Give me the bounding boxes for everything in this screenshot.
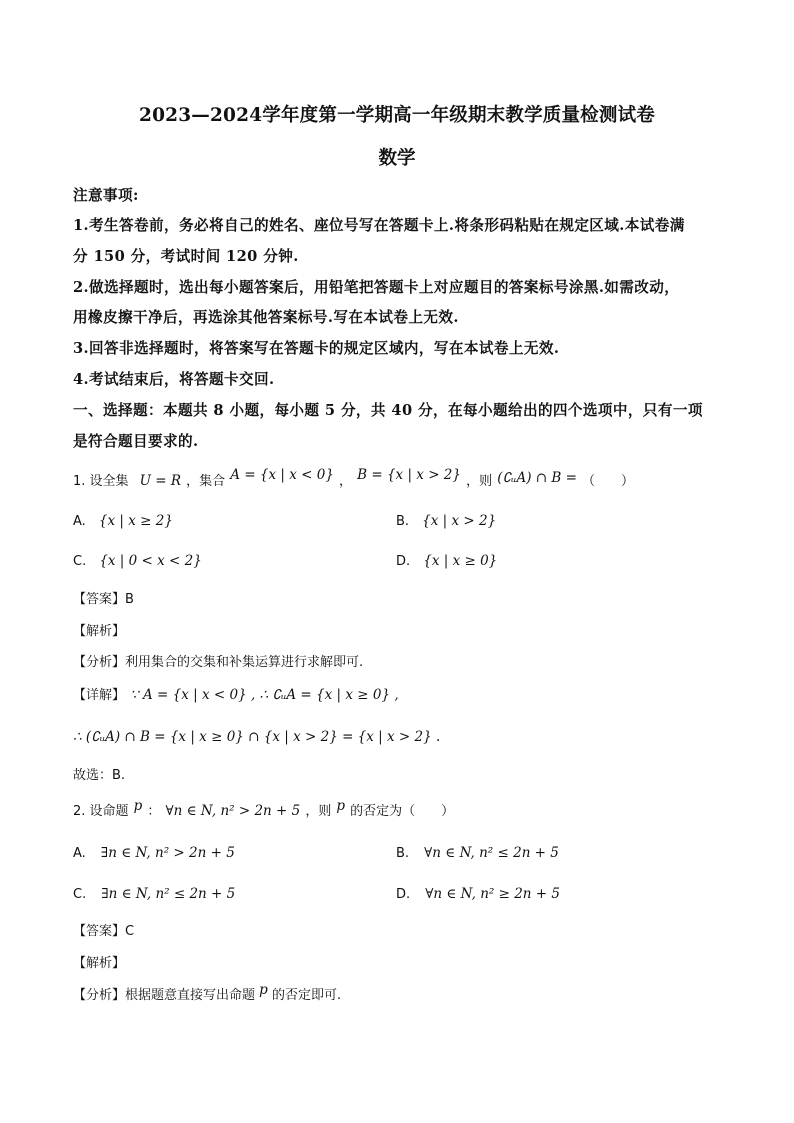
q2-option-d [396, 883, 560, 902]
q1-set-b: B = {x | x > 2} [357, 467, 461, 483]
q1-stem-then: ，则 [466, 474, 493, 489]
q2-stem-expression: ∀n ∈ N, n² > 2n + 5 [165, 803, 301, 819]
q1-option-c [73, 550, 202, 569]
q1-fenxi [73, 651, 363, 670]
section-heading-line-a: 一、选择题：本题共 8 小题，每小题 5 分，共 40 分，在每小题给出的四个选项中，只有一项 [73, 402, 703, 419]
q1-option-b-text: {x | x > 2} [422, 513, 497, 529]
notice-line-2b: 用橡皮擦干净后，再选涂其他答案标号.写在本试卷上无效. [73, 309, 459, 326]
q1-option-c-label: C. [73, 554, 87, 569]
q1-blank-paren: （ ） [581, 474, 634, 489]
q1-detail-tag: 【详解】 [73, 688, 126, 703]
q2-option-d-label: D. [396, 887, 411, 902]
q2-option-b-label: B. [396, 846, 410, 861]
q2-option-a-label: A. [73, 846, 86, 861]
q2-option-c [73, 883, 235, 902]
q2-analysis-tag: 【解析】 [73, 956, 126, 971]
q1-detail-line-2 [73, 726, 440, 745]
q2-option-c-label: C. [73, 887, 87, 902]
notice-line-2a: 2.做选择题时，选出每小题答案后，用铅笔把答题卡上对应题目的答案标号涂黑.如需改动， [73, 279, 680, 296]
q2-stem [73, 800, 454, 819]
q1-option-c-text: {x | 0 < x < 2} [99, 553, 202, 569]
q2-option-a-text: ∃n ∈ N, n² > 2n + 5 [100, 845, 235, 861]
q2-fenxi [73, 984, 341, 1003]
q2-stem-end: 的否定为（ ） [350, 804, 455, 819]
page-title: 2023—2024学年度第一学期高一年级期末教学质量检测试卷 [139, 105, 655, 126]
q1-option-a [73, 510, 173, 529]
q1-option-d [396, 550, 497, 569]
q2-stem-then: ，则 [305, 804, 332, 819]
q1-fenxi-text: 利用集合的交集和补集运算进行求解即可. [125, 655, 364, 670]
q2-option-b [396, 842, 559, 861]
q2-answer-tag: 【答案】 [73, 924, 126, 939]
q2-answer [73, 920, 134, 939]
q1-stem [73, 467, 634, 489]
q1-fenxi-tag: 【分析】 [73, 655, 126, 670]
q1-set-a: A = {x | x < 0} [230, 467, 334, 483]
q2-option-c-text: ∃n ∈ N, n² ≤ 2n + 5 [101, 886, 236, 902]
q1-stem-comma: ， [339, 474, 353, 489]
q2-option-d-text: ∀n ∈ N, n² ≥ 2n + 5 [425, 886, 560, 902]
q2-proposition-p-2: p [336, 798, 346, 814]
q2-answer-value: C [125, 924, 135, 939]
q1-option-a-text: {x | x ≥ 2} [98, 513, 173, 529]
q1-analysis-tag: 【解析】 [73, 624, 126, 639]
q2-stem-colon: ： [147, 804, 161, 819]
section-heading-line-b: 是符合题目要求的. [73, 433, 199, 450]
q1-detail-2-text: ∴ (∁ᵤA) ∩ B = {x | x ≥ 0} ∩ {x | x > 2} = {x | x > 2} . [73, 729, 441, 745]
q1-option-a-label: A. [73, 514, 86, 529]
q1-option-d-text: {x | x ≥ 0} [423, 553, 498, 569]
q1-universal-set: U = R [139, 473, 182, 489]
q2-fenxi-p: p [259, 982, 268, 998]
q2-fenxi-tag: 【分析】 [73, 988, 126, 1003]
subject-title: 数学 [378, 148, 416, 169]
notice-line-4: 4.考试结束后，将答题卡交回. [73, 371, 275, 388]
q1-answer-value: B [125, 592, 134, 607]
q1-answer [73, 588, 134, 607]
q1-expression: (∁ᵤA) ∩ B = [497, 470, 577, 486]
notice-line-1a: 1.考生答卷前，务必将自己的姓名、座位号写在答题卡上.将条形码粘贴在规定区域.本试卷满 [73, 217, 685, 234]
q1-detail-1-text: ∵ A = {x | x < 0} , ∴ ∁ᵤA = {x | x ≥ 0} , [130, 687, 399, 703]
q1-stem-prefix: 1. 设全集 [73, 474, 129, 489]
q2-fenxi-text-a: 根据题意直接写出命题 [125, 988, 256, 1003]
q1-option-d-label: D. [396, 554, 411, 569]
q2-option-a [73, 842, 235, 861]
q2-stem-prefix: 2. 设命题 [73, 804, 129, 819]
q1-answer-tag: 【答案】 [73, 592, 126, 607]
notice-line-1b: 分 150 分，考试时间 120 分钟. [73, 248, 299, 265]
q1-option-b [396, 510, 496, 529]
notice-heading: 注意事项: [73, 187, 139, 204]
q1-option-b-label: B. [396, 514, 410, 529]
q2-option-b-text: ∀n ∈ N, n² ≤ 2n + 5 [424, 845, 559, 861]
q2-fenxi-text-b: 的否定即可. [271, 988, 342, 1003]
q2-proposition-p: p [133, 798, 143, 814]
q1-detail-line-1 [73, 684, 399, 703]
q1-conclusion: 故选：B. [73, 768, 126, 783]
notice-line-3: 3.回答非选择题时，将答案写在答题卡的规定区域内，写在本试卷上无效. [73, 340, 560, 357]
q1-stem-mid: ，集合 [186, 474, 226, 489]
